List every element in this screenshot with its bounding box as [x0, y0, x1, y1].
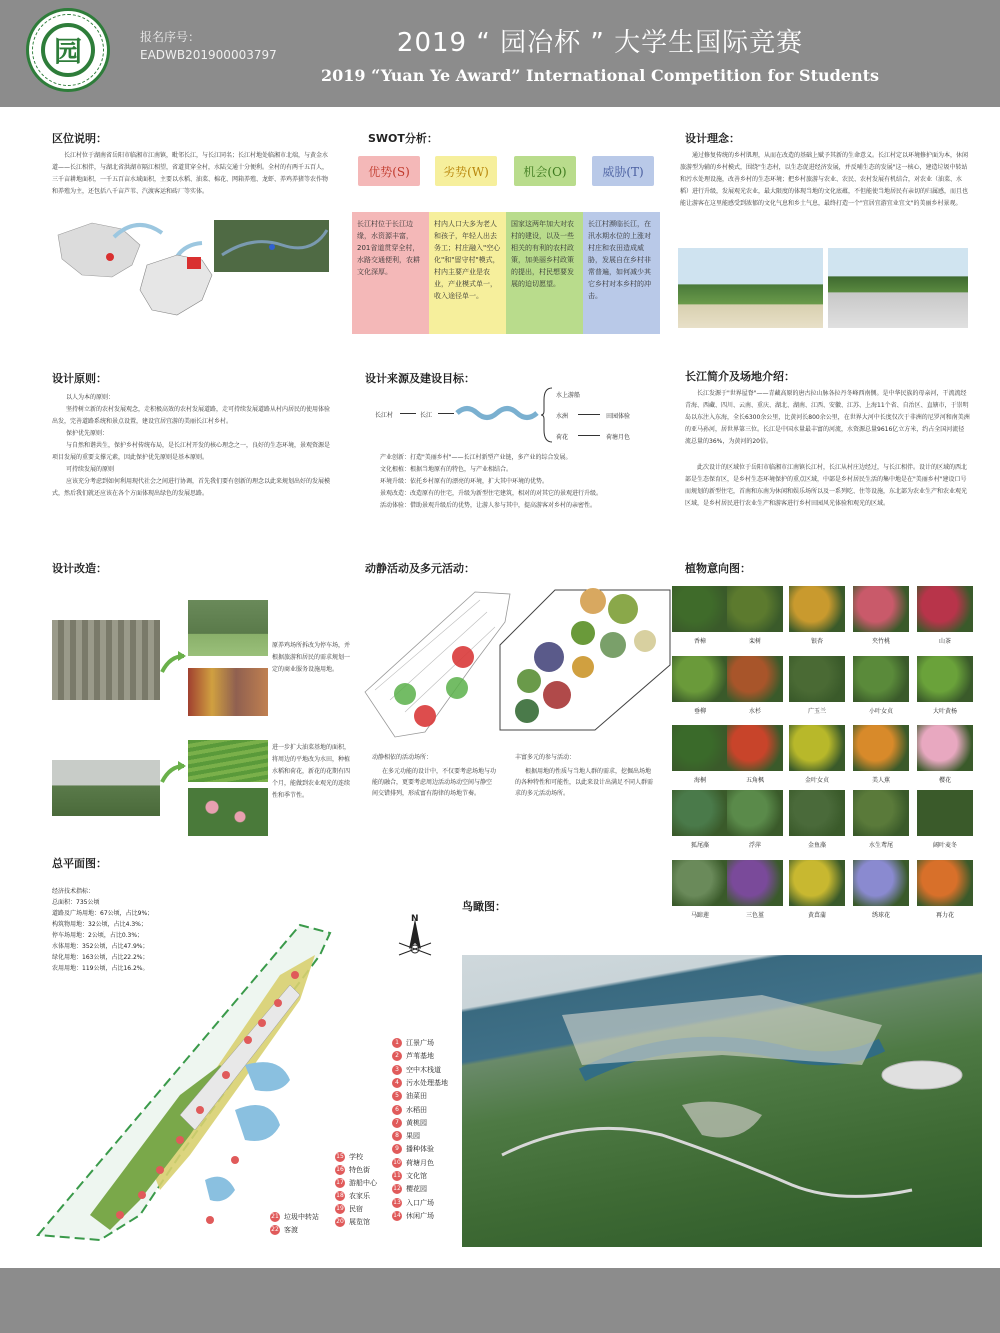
legend-number: 18	[336, 1192, 344, 1199]
pond-3	[205, 1177, 235, 1202]
swot-threat-text: 长江村濒临长江，在汛水期水位的上涨对村庄和农田造成威胁，发展自在乡村非常普遍，如何减少其它乡村对本乡村的冲击。	[583, 212, 660, 334]
legend-number: 10	[393, 1158, 401, 1166]
swot-threat-label: 威胁(T)	[602, 164, 644, 179]
principle-title: 设计原则：	[52, 372, 107, 385]
legend-item	[392, 1144, 434, 1154]
stats-road: 道路及广场用地：67公顷，占比9%；	[52, 910, 154, 917]
legend-label: 游船中心	[349, 1179, 377, 1187]
swot-strength-text: 长江村位于长江边缘，水资源丰富，201省道贯穿全村，水路交通便利，农耕文化深厚。	[352, 212, 429, 334]
legend-number: 5	[392, 1091, 402, 1101]
swot-title: SWOT分析：	[368, 132, 438, 145]
legend-label: 文化馆	[406, 1172, 427, 1180]
legend-label: 江景广场	[406, 1039, 434, 1047]
farmland-photo	[52, 760, 160, 816]
activity-right-caption: 丰富多元的参与活动：	[515, 754, 576, 761]
legend-item	[392, 1158, 434, 1168]
legend-number: 2	[392, 1051, 402, 1061]
stats-water: 水体用地：352公顷，占比47.9%；	[52, 943, 149, 950]
flow-mid: 长江	[420, 412, 433, 419]
plant-label: 海桐	[693, 777, 706, 784]
legend-number: 8	[392, 1131, 402, 1141]
plant-label: 大叶黄杨	[932, 708, 957, 715]
source-title: 设计来源及建设目标：	[365, 372, 475, 385]
legend-number: 16	[336, 1166, 344, 1173]
legend-item	[270, 1212, 319, 1222]
aerial-view-image	[462, 955, 982, 1247]
flow-branch-2: 水洲	[556, 413, 569, 420]
hunan-province-map	[140, 255, 212, 315]
legend-number: 3	[392, 1065, 402, 1075]
legend-item	[335, 1178, 377, 1188]
plant-image	[917, 860, 973, 906]
plant-label: 再力花	[935, 912, 954, 919]
concept-text: 通过修复传统的乡村肌理，从而在改造的基础上赋予其新的生命意义。长江村定以环境修护面为本，休闲旅游型为辅的乡村模式，围绕"生态村，以生态促进经济发展，并反哺生态的发展"这一核心，建造垃圾中转站和污水处理设施，改善乡村的生态环境；把乡村旅游与农业、农民、农村发展有机结合，对农业（油菜、水稻）进行升级，发展观光农业，最大限度的体现当地的文化底蕴，不但能使当地居民有亲切的归属感，而且也能让游客在这里能感受到浓郁的文化气息和乡土气息，最终打造一个"宜居宜游宜业宜文"的美丽乡村景观。	[680, 152, 969, 207]
location-text: 长江村位于湖南省岳阳市临湘市江南镇，毗邻长江，与长江同名；长江村地处临湘市北端，与黄金水道——长江相伴，与湖北省洪湖市隔江相望，省道贯穿全村，水陆交通十分便利。全村的有两千五百人，三千亩耕地面积，一千五百亩水域面积，主要以水稻、油菜、棉花、网箱养殖、龙虾、养鸡养猪等农作物和养殖为主，还包括八千亩芦苇、汽渡客运和砖厂等实体。	[52, 152, 329, 195]
plant-image	[789, 656, 845, 702]
activity-right-text: 根据用地的性质与当地人群的需求，挖掘出场地的各种特性和可能性，以此来设计出满足不同人群需求的多元活动场所。	[515, 768, 654, 797]
legend-label: 黄桃园	[406, 1118, 427, 1127]
flow-start: 长江村	[375, 412, 394, 419]
registration-label: 报名序号：	[140, 30, 201, 44]
site-marker	[269, 244, 275, 250]
legend-item	[392, 1105, 427, 1115]
swot-opportunity-label: 机会(O)	[523, 164, 567, 179]
concept-photo-waterfront	[678, 248, 823, 328]
plant-label: 三色堇	[745, 912, 764, 919]
plant-label: 小叶女贞	[868, 708, 893, 715]
location-title: 区位说明：	[52, 132, 107, 145]
pond-1	[235, 1105, 280, 1141]
plant-label: 金叶女贞	[804, 777, 829, 784]
activity-zone-green-1	[394, 683, 416, 705]
plant-image	[789, 725, 845, 771]
legend-label: 荷塘月色	[406, 1158, 434, 1167]
legend-label: 空中木栈道	[406, 1065, 441, 1074]
legend-label: 果园	[406, 1132, 420, 1141]
plants-title: 植物意向图：	[685, 562, 751, 575]
intro-text-1: 长江发源于"世界屋脊"——青藏高原的唐古拉山脉各拉丹冬峰西南侧。是中华民族的母亲河，干流流经青海、西藏、四川、云南、重庆、湖北、湖南、江西、安徽、江苏、上海11个省、自治区、直辖市，于崇明岛以东注入东海，全长6300余公里，比黄河长800余公里，在世界大河中长度仅次于非洲的尼罗河和南美洲的亚马孙河，居世界第三位。长江是中国水量最丰富的河流，水资源总量9616亿立方米，约占全国河流径流总量的36%，为黄河的20倍。	[685, 390, 970, 445]
legend-label: 民宿	[349, 1205, 363, 1213]
plant-image	[917, 586, 973, 632]
legend-item	[392, 1184, 427, 1194]
location-maps	[52, 215, 332, 320]
swot-strength-label: 优势(S)	[368, 164, 410, 179]
page-title-english: 2019 “Yuan Ye Award” International Competition for Students	[320, 66, 879, 85]
legend-number: 17	[336, 1179, 344, 1186]
stats-farm: 农用用地：119公顷，占比16.2%。	[52, 965, 149, 972]
legend-item	[392, 1211, 434, 1221]
source-line-5: 活动体验：借助景观升级后的优势，让游人参与其中，提高游客对乡村的亲密性。	[380, 502, 597, 509]
activity-zone-red-1	[452, 646, 474, 668]
stats-heading: 经济技术指标：	[52, 888, 95, 895]
legend-item	[392, 1131, 420, 1141]
swot-threat-tag	[592, 156, 654, 186]
legend-item	[392, 1051, 434, 1061]
activity-zone-red-2	[414, 705, 436, 727]
plant-label: 广玉兰	[807, 708, 826, 715]
plant-label: 五角枫	[745, 777, 764, 784]
flow-branch-3: 荷花	[556, 434, 569, 441]
plant-image	[853, 656, 909, 702]
legend-label: 油菜田	[406, 1092, 427, 1101]
plant-label: 栾树	[748, 638, 761, 645]
plant-image	[789, 860, 845, 906]
legend-item	[335, 1204, 363, 1214]
principle-line-1: 以人为本的原则：	[66, 394, 115, 401]
intro-title: 长江简介及场地介绍：	[685, 370, 795, 383]
concept-photo-plaza	[828, 248, 968, 328]
legend-item	[392, 1171, 427, 1181]
masterplan-title: 总平面图：	[52, 857, 107, 870]
legend-label: 芦苇基地	[406, 1052, 434, 1061]
plant-label: 香樟	[693, 638, 706, 645]
compass-icon	[395, 915, 435, 975]
legend-item	[270, 1225, 298, 1235]
legend-number: 15	[336, 1153, 344, 1160]
plant-label: 黄菖蒲	[807, 912, 826, 919]
legend-item	[335, 1152, 363, 1162]
legend-item	[335, 1217, 370, 1227]
plant-label: 浮萍	[748, 842, 761, 849]
plant-image	[672, 860, 728, 906]
flow-arrow-1	[400, 413, 416, 414]
renovation-text-1: 原养鸡场所拆改为停车场，并根据旅游和居民的需求规划一定的商业服务设施用地。	[272, 642, 351, 673]
plant-image	[853, 586, 909, 632]
source-line-4: 景观改造：改造原有的住宅，升级为新型住宅建筑，相对的对其它的景观进行升级。	[380, 490, 603, 497]
hunan-marker	[106, 253, 114, 261]
logo-emblem: 园	[41, 23, 95, 77]
plant-image	[672, 790, 728, 836]
flow-arrow-4	[578, 435, 600, 436]
legend-label: 客渡	[284, 1226, 298, 1234]
legend-number: 14	[393, 1211, 401, 1219]
plant-image	[917, 656, 973, 702]
legend-label: 播种体验	[406, 1145, 434, 1154]
legend-number: 9	[392, 1144, 402, 1154]
legend-item	[392, 1118, 427, 1128]
renovation-text-2: 进一步扩大油菜基地的面积，将周边的平地改为水田，种植水稻和荷花，新花的花期有四个月，能做到农业观光的连续性和季节性。	[272, 744, 351, 799]
swot-opportunity-tag	[514, 156, 576, 186]
competition-logo	[26, 8, 110, 92]
legend-item	[392, 1198, 434, 1208]
footer-band	[0, 1268, 1000, 1333]
china-map	[58, 223, 140, 277]
rice-field-photo	[188, 740, 268, 782]
principle-line-4: 与自然和谐共生，保护乡村传统布局，是长江村开发的核心理念之一，良好的生态环境，景观资源是项目发展的重要支撑元素，因此保护优先原则是基本原则。	[52, 442, 331, 461]
legend-number: 20	[336, 1218, 344, 1225]
plant-image	[853, 725, 909, 771]
legend-item	[392, 1091, 427, 1101]
legend-label: 垃圾中转站	[284, 1213, 319, 1221]
legend-number: 21	[271, 1213, 279, 1220]
plant-image	[917, 790, 973, 836]
page-title-chinese: 2019 “ 园冶杯 ” 大学生国际竞赛	[396, 28, 804, 58]
principle-line-6: 应该充分考虑到如何利用现代社会之间进行协调，首先我们要有创新的理念以此来规划出好的发展模式，然后我们就还应该在各个方面体现出绿色的发展思路。	[52, 478, 331, 497]
flow-end-1: 田园体验	[606, 413, 631, 420]
activity-zone-green-2	[446, 677, 468, 699]
plant-image	[853, 790, 909, 836]
plant-image	[789, 790, 845, 836]
plant-label: 金鱼藻	[807, 842, 826, 849]
legend-number: 12	[393, 1185, 401, 1193]
legend-number: 6	[392, 1105, 402, 1115]
swot-weakness-tag	[435, 156, 497, 186]
swot-opportunity-text: 国家这两年加大对农村的建设，以及一些相关的有利的农村政策，加美丽乡村政策的提出，村民想要发展的迫切愿望。	[506, 212, 583, 334]
plant-image	[917, 725, 973, 771]
river-wave-graphic	[455, 402, 545, 424]
legend-label: 展览馆	[349, 1218, 370, 1226]
flow-arrow-2	[438, 413, 454, 414]
plant-label: 阔叶麦冬	[932, 842, 957, 849]
legend-label: 水稻田	[406, 1105, 427, 1114]
legend-number: 13	[393, 1198, 401, 1206]
flow-arrow-3	[578, 414, 600, 415]
yueyang-highlight	[187, 257, 201, 269]
plant-label: 樱花	[938, 777, 951, 784]
plant-image	[727, 790, 783, 836]
activity-title: 动静活动及多元活动：	[365, 562, 475, 575]
source-line-2: 文化根植：根据当地原有的特色，与产业相结合。	[380, 466, 513, 473]
swot-weakness-label: 劣势(W)	[443, 164, 489, 179]
legend-item	[335, 1191, 370, 1201]
chicken-farm-photo	[52, 620, 160, 700]
aerial-overlay	[462, 955, 982, 1247]
plant-image	[672, 725, 728, 771]
plant-label: 水生鸢尾	[868, 842, 893, 849]
legend-item	[392, 1038, 434, 1048]
concept-title: 设计理念：	[685, 132, 740, 145]
registration-number: EADWB201900003797	[140, 48, 277, 62]
legend-label: 特色街	[349, 1166, 370, 1174]
legend-label: 入口广场	[406, 1198, 434, 1207]
activity-photo-collage	[495, 585, 675, 735]
plant-image	[853, 860, 909, 906]
source-line-3: 环境升级：依托乡村原有的漂亮的环境，扩大其中环境的优势。	[380, 478, 549, 485]
lotus-pond-photo	[188, 788, 268, 836]
flow-end-2: 荷塘月色	[606, 434, 631, 441]
plant-image	[727, 725, 783, 771]
legend-item	[392, 1078, 448, 1088]
pond-2	[245, 1062, 290, 1091]
plant-label: 水杉	[748, 708, 761, 715]
flow-branch-1: 水上游船	[556, 392, 581, 399]
principle-line-3: 保护优先原则：	[66, 430, 109, 437]
plant-label: 垂柳	[693, 708, 706, 715]
legend-label: 学校	[349, 1153, 363, 1161]
flow-bracket	[540, 385, 554, 445]
principle-line-2: 坚持树立新的农村发展观念，走积极高效的农村发展道路，走可持续发展道路从村内居民的使用体验出发，完善道路系统和景点设置，建设宜居宜游的美丽长江村乡村。	[52, 406, 331, 425]
stats-parking: 停车场用地：2公顷，占比0.3%；	[52, 932, 144, 939]
plant-image	[727, 586, 783, 632]
legend-number: 4	[392, 1078, 402, 1088]
plant-label: 美人蕉	[871, 777, 890, 784]
plant-image	[727, 860, 783, 906]
plant-label: 银杏	[810, 638, 823, 645]
legend-label: 污水处理基地	[406, 1078, 448, 1087]
renovation-title: 设计改造：	[52, 562, 107, 575]
activity-left-caption: 动静相依的活动场所：	[372, 754, 433, 761]
legend-label: 农家乐	[349, 1192, 370, 1200]
legend-item	[335, 1165, 370, 1175]
principle-line-5: 可持续发展的原则	[66, 466, 115, 473]
compass-north-label: N	[411, 914, 419, 924]
legend-number: 1	[392, 1038, 402, 1048]
legend-item	[392, 1065, 441, 1075]
legend-label: 休闲广场	[406, 1211, 434, 1220]
swot-weakness-text: 村内人口大多为老人和孩子，年轻人出去务工；村庄融入"空心化"和"留守村"模式，村内主要产业是农业，产业模式单一，收入途径单一。	[429, 212, 506, 334]
commercial-street-photo	[188, 668, 268, 716]
plant-image	[727, 656, 783, 702]
plant-label: 狐尾藻	[690, 842, 709, 849]
parking-lot-photo	[188, 600, 268, 656]
legend-number: 19	[336, 1205, 344, 1212]
aerial-title: 鸟瞰图：	[462, 900, 506, 913]
plant-label: 绣球花	[871, 912, 890, 919]
legend-label: 樱花园	[406, 1185, 427, 1194]
activity-left-text: 在多元功能的设计中，不仅要考虑场地与功能的融合，更要考虑周边活动场动空间与静空间交错排列，形成富有韵律的场地节奏。	[372, 768, 497, 797]
header-band	[0, 0, 1000, 107]
swot-strength-tag	[358, 156, 420, 186]
plant-label: 马蹄莲	[690, 912, 709, 919]
renovation-arrow-1	[160, 650, 188, 676]
renovation-arrow-2	[160, 760, 188, 786]
legend-number: 7	[392, 1118, 402, 1128]
plant-image	[672, 656, 728, 702]
plant-label: 夹竹桃	[871, 638, 890, 645]
legend-number: 11	[393, 1172, 401, 1179]
stats-structure: 构筑物用地：32公顷，占比4.3%；	[52, 921, 147, 928]
intro-text-2: 此次设计的区域位于岳阳市临湘市江南镇长江村，长江从村庄边经过，与长江相伴。设计的区域的西北部是生态保育区，是乡村生态环境保护的重点区域，中部是乡村居民生活的集中地是在"美丽乡村"建设口号而规划的新型住宅，首南和东南为休闲和娱乐场所以及一系列吃、住等设施，东北部为农业生产和农业观光区域，是乡村居民进行农业生产和游客进行乡村田园风光体验和观光的区域。	[685, 464, 968, 507]
plant-image	[672, 586, 728, 632]
plant-label: 山茶	[938, 638, 951, 645]
stats-green: 绿化用地：163公顷，占比22.2%；	[52, 954, 149, 961]
source-line-1: 产业创新：打造"美丽乡村"——长江村新型产业链，多产业的综合发展。	[380, 454, 572, 461]
stats-total-area: 总面积：735公顷	[52, 899, 100, 906]
plant-image	[789, 586, 845, 632]
legend-number: 22	[271, 1226, 279, 1233]
